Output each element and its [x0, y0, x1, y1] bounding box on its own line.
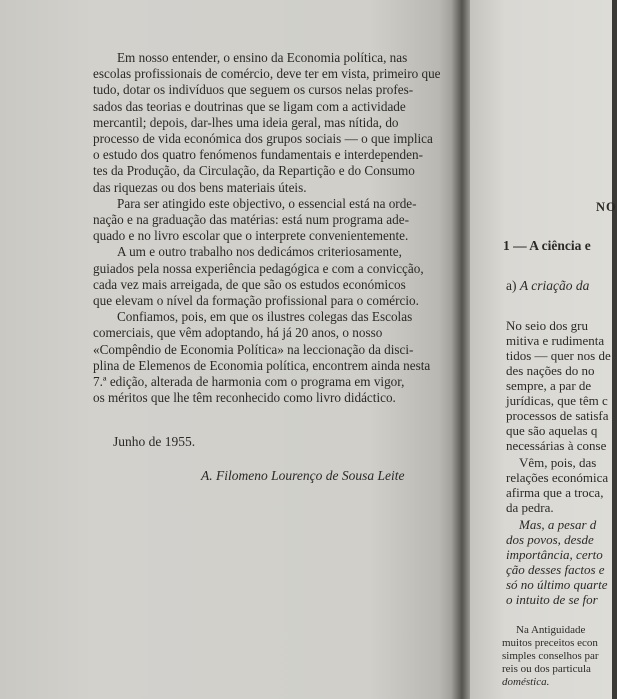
text-line: tes da Produção, da Circulação, da Repartição e do Consumo — [93, 163, 415, 179]
footnote-line: Na Antiguidade — [516, 624, 586, 636]
footnote-line: simples conselhos par — [502, 650, 599, 662]
subsection-title-text: A criação da — [519, 278, 590, 293]
author-signature: A. Filomeno Lourenço de Sousa Leite — [201, 468, 405, 483]
text-line: tidos — quer nos de — [506, 348, 611, 363]
text-line: No seio dos gru — [506, 318, 588, 333]
text-line: 7.ª edição, alterada de harmonia com o programa em vigor, — [93, 374, 405, 390]
text-line: só no último quarte — [506, 577, 608, 592]
text-line: que são aquelas q — [506, 423, 598, 438]
text-line: cada vez mais arreigada, de que são os estudos económicos — [93, 276, 406, 292]
subsection-prefix: a) — [506, 278, 517, 293]
text-line: o intuito de se for — [506, 592, 598, 607]
text-line: quado e no livro escolar que o interprete convenientemente. — [93, 228, 409, 244]
chapter-heading: NO — [596, 200, 617, 214]
preface-text — [93, 50, 453, 406]
text-line: ção desses factos e — [506, 562, 605, 577]
subsection-title — [506, 278, 589, 294]
text-line: jurídicas, que têm c — [506, 393, 608, 408]
text-line: plina de Elemenos de Economia política, encontrem ainda nesta — [93, 357, 431, 373]
paragraph-4 — [93, 309, 453, 406]
text-line: nação e na graduação das matérias: está num programa ade- — [93, 212, 409, 228]
text-line: escolas profissionais de comércio, deve ter em vista, primeiro que — [93, 66, 441, 82]
preface-date: Junho de 1955. — [113, 434, 196, 449]
text-line: comerciais, que vêm adoptando, há já 20 anos, o nosso — [93, 325, 383, 341]
text-line: dos povos, desde — [506, 532, 594, 547]
text-line: mercantil; depois, dar-lhes uma ideia geral, mas nítida, do — [93, 114, 399, 130]
right-page — [470, 0, 617, 699]
text-line: Para ser atingido este objectivo, o essencial está na orde- — [117, 195, 417, 211]
text-line: des nações do no — [506, 363, 595, 378]
text-line: sados das teorias e doutrinas que se ligam com a actividade — [93, 98, 406, 114]
text-line: tudo, dotar os indivíduos que seguem os cursos nelas profes- — [93, 82, 414, 98]
footnote-line: reis ou dos particula — [502, 663, 591, 675]
text-line: sempre, a par de — [506, 378, 592, 393]
text-line: o estudo dos quatro fenómenos fundamentais e interdependen- — [93, 147, 423, 163]
text-line: A um e outro trabalho nos dedicámos criteriosamente, — [117, 244, 402, 260]
text-line: «Compêndio de Economia Política» na leccionação da disci- — [93, 341, 414, 357]
section-title: 1 — A ciência e — [503, 238, 591, 253]
paragraph-2 — [93, 196, 453, 245]
paragraph-3 — [93, 244, 453, 309]
text-line: mitiva e rudimenta — [506, 333, 605, 348]
text-line: guiados pela nossa experiência pedagógica e com a convicção, — [93, 260, 424, 276]
text-line: processos de satisfa — [506, 408, 609, 423]
text-line: Vêm, pois, das — [519, 455, 597, 470]
text-line: Mas, a pesar d — [519, 517, 597, 532]
text-line: Confiamos, pois, em que os ilustres colegas das Escolas — [117, 309, 413, 325]
text-line: da pedra. — [506, 500, 554, 515]
footnote-line: muitos preceitos econ — [502, 637, 598, 649]
text-line: das riquezas ou dos bens materiais úteis. — [93, 179, 307, 195]
text-line: afirma que a troca, — [506, 485, 604, 500]
paragraph-1 — [93, 50, 453, 196]
text-line: necessárias à conse — [506, 438, 607, 453]
text-line: Em nosso entender, o ensino da Economia política, nas — [117, 50, 408, 65]
text-line: relações económica — [506, 470, 609, 485]
footnote-line: doméstica. — [502, 676, 550, 688]
text-line: os méritos que lhe têm reconhecido como livro didáctico. — [93, 390, 396, 406]
text-line: processo de vida económica dos grupos sociais — o que implica — [93, 131, 433, 147]
text-line: que elevam o nível da formação profissional para o comércio. — [93, 293, 419, 309]
text-line: importância, certo — [506, 547, 603, 562]
